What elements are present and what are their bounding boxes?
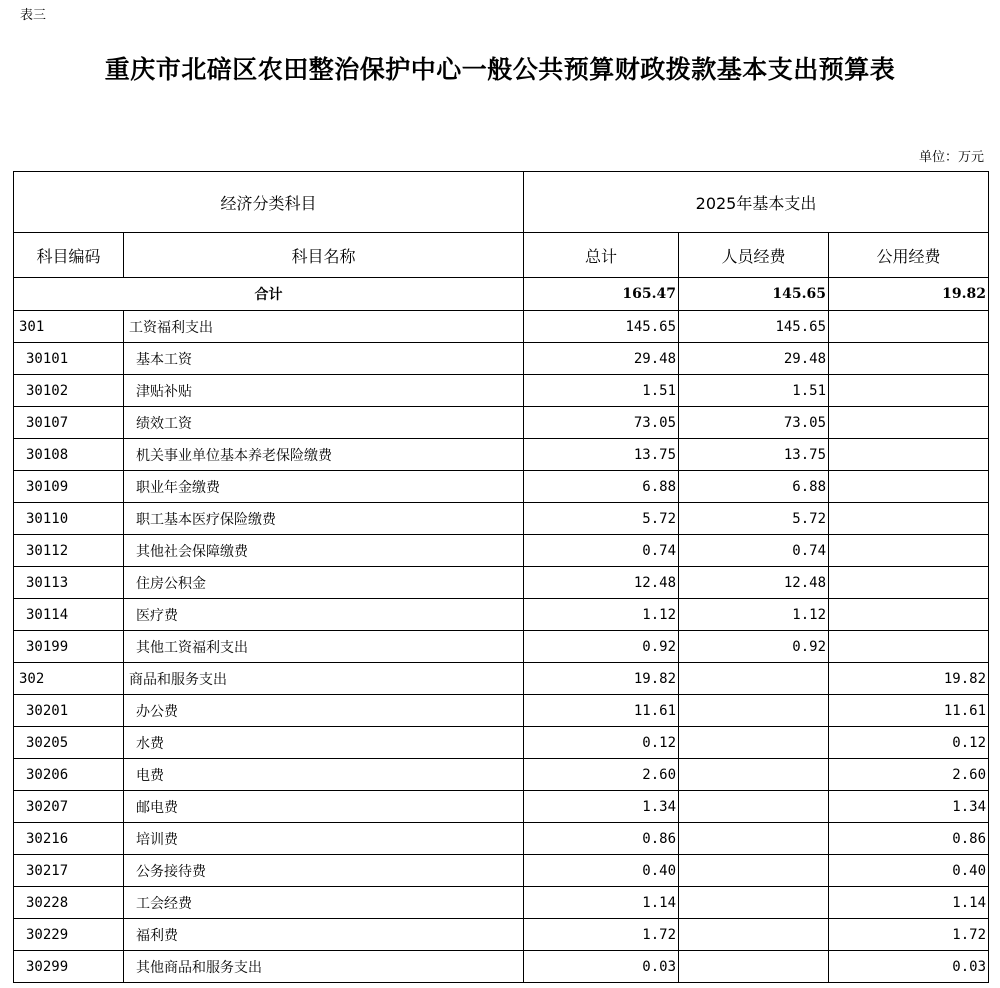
table-row: [14, 663, 989, 695]
row-code: 30217: [14, 855, 124, 887]
table-row: [14, 727, 989, 759]
row-name: 其他商品和服务支出: [124, 951, 524, 983]
row-public: 11.61: [829, 695, 989, 727]
row-name: 其他工资福利支出: [124, 631, 524, 663]
row-code: 30216: [14, 823, 124, 855]
row-name: 医疗费: [124, 599, 524, 631]
table-row: [14, 695, 989, 727]
row-total: 0.12: [524, 727, 679, 759]
row-name: 工资福利支出: [124, 311, 524, 343]
column-header-name: 科目名称: [124, 233, 524, 278]
row-code: 30199: [14, 631, 124, 663]
table-row: [14, 471, 989, 503]
row-code: 30114: [14, 599, 124, 631]
group-header-economic-category: 经济分类科目: [14, 172, 524, 233]
column-header-row: [14, 233, 989, 278]
row-personnel: [679, 855, 829, 887]
page-title: 重庆市北碚区农田整治保护中心一般公共预算财政拨款基本支出预算表: [104, 55, 896, 84]
row-total: 1.34: [524, 791, 679, 823]
row-public: 1.14: [829, 887, 989, 919]
row-code: 30109: [14, 471, 124, 503]
row-total: 1.51: [524, 375, 679, 407]
table-row: [14, 567, 989, 599]
row-public: [829, 471, 989, 503]
row-name: 其他社会保障缴费: [124, 535, 524, 567]
group-header-basic-expenditure: 2025年基本支出: [524, 172, 989, 233]
row-public: [829, 631, 989, 663]
row-public: [829, 343, 989, 375]
column-header-personnel: 人员经费: [679, 233, 829, 278]
row-total: 73.05: [524, 407, 679, 439]
table-row: [14, 759, 989, 791]
row-code: 30112: [14, 535, 124, 567]
row-code: 30101: [14, 343, 124, 375]
row-code: 301: [14, 311, 124, 343]
row-code: 30110: [14, 503, 124, 535]
row-total: 0.40: [524, 855, 679, 887]
row-code: 30205: [14, 727, 124, 759]
budget-table: [13, 171, 989, 983]
row-total: 145.65: [524, 311, 679, 343]
table-row: [14, 503, 989, 535]
row-public: [829, 439, 989, 471]
row-total: 12.48: [524, 567, 679, 599]
row-total: 11.61: [524, 695, 679, 727]
row-personnel: 1.12: [679, 599, 829, 631]
table-row: [14, 887, 989, 919]
row-name: 职工基本医疗保险缴费: [124, 503, 524, 535]
row-code: 30206: [14, 759, 124, 791]
table-row: [14, 311, 989, 343]
row-name: 津贴补贴: [124, 375, 524, 407]
row-personnel: 0.92: [679, 631, 829, 663]
row-personnel: [679, 791, 829, 823]
total-total: 165.47: [524, 278, 679, 311]
row-total: 1.12: [524, 599, 679, 631]
row-code: 30207: [14, 791, 124, 823]
table-row: [14, 951, 989, 983]
table-body: [14, 278, 989, 983]
row-public: [829, 567, 989, 599]
row-personnel: [679, 951, 829, 983]
row-code: 30108: [14, 439, 124, 471]
row-personnel: 29.48: [679, 343, 829, 375]
row-public: 0.03: [829, 951, 989, 983]
row-total: 2.60: [524, 759, 679, 791]
column-header-total: 总计: [524, 233, 679, 278]
row-name: 培训费: [124, 823, 524, 855]
table-row: [14, 599, 989, 631]
row-total: 0.92: [524, 631, 679, 663]
row-personnel: [679, 919, 829, 951]
row-code: 30229: [14, 919, 124, 951]
row-total: 29.48: [524, 343, 679, 375]
table-row: [14, 919, 989, 951]
row-personnel: [679, 663, 829, 695]
row-personnel: [679, 727, 829, 759]
row-name: 商品和服务支出: [124, 663, 524, 695]
row-name: 住房公积金: [124, 567, 524, 599]
row-name: 基本工资: [124, 343, 524, 375]
row-personnel: 73.05: [679, 407, 829, 439]
column-header-public: 公用经费: [829, 233, 989, 278]
row-personnel: 12.48: [679, 567, 829, 599]
row-personnel: 13.75: [679, 439, 829, 471]
row-code: 30102: [14, 375, 124, 407]
total-public: 19.82: [829, 278, 989, 311]
row-name: 水费: [124, 727, 524, 759]
unit-label: 单位：万元: [918, 150, 984, 165]
total-label: 合计: [14, 278, 524, 311]
row-code: 30299: [14, 951, 124, 983]
row-personnel: 0.74: [679, 535, 829, 567]
table-row: [14, 855, 989, 887]
row-personnel: [679, 759, 829, 791]
row-public: 0.86: [829, 823, 989, 855]
group-header-row: [14, 172, 989, 233]
row-total: 0.03: [524, 951, 679, 983]
row-public: [829, 503, 989, 535]
row-name: 公务接待费: [124, 855, 524, 887]
row-public: [829, 311, 989, 343]
row-code: 30201: [14, 695, 124, 727]
table-row: [14, 535, 989, 567]
total-personnel: 145.65: [679, 278, 829, 311]
row-personnel: 6.88: [679, 471, 829, 503]
row-name: 职业年金缴费: [124, 471, 524, 503]
row-total: 1.72: [524, 919, 679, 951]
row-public: [829, 407, 989, 439]
row-public: 0.40: [829, 855, 989, 887]
row-personnel: 145.65: [679, 311, 829, 343]
row-total: 19.82: [524, 663, 679, 695]
row-code: 302: [14, 663, 124, 695]
row-name: 工会经费: [124, 887, 524, 919]
row-public: 1.34: [829, 791, 989, 823]
row-public: 0.12: [829, 727, 989, 759]
row-code: 30107: [14, 407, 124, 439]
table-label: 表三: [20, 8, 47, 23]
table-row: [14, 343, 989, 375]
row-name: 电费: [124, 759, 524, 791]
row-public: 19.82: [829, 663, 989, 695]
row-total: 0.86: [524, 823, 679, 855]
row-code: 30113: [14, 567, 124, 599]
table-row: [14, 631, 989, 663]
row-name: 办公费: [124, 695, 524, 727]
table-row: [14, 791, 989, 823]
row-personnel: 1.51: [679, 375, 829, 407]
table-row: [14, 375, 989, 407]
row-code: 30228: [14, 887, 124, 919]
row-name: 邮电费: [124, 791, 524, 823]
row-personnel: 5.72: [679, 503, 829, 535]
row-public: 1.72: [829, 919, 989, 951]
table-row: [14, 439, 989, 471]
row-public: 2.60: [829, 759, 989, 791]
row-personnel: [679, 887, 829, 919]
row-total: 0.74: [524, 535, 679, 567]
table-row: [14, 823, 989, 855]
row-name: 福利费: [124, 919, 524, 951]
table-row: [14, 407, 989, 439]
row-public: [829, 599, 989, 631]
row-name: 机关事业单位基本养老保险缴费: [124, 439, 524, 471]
row-total: 5.72: [524, 503, 679, 535]
row-total: 13.75: [524, 439, 679, 471]
row-personnel: [679, 823, 829, 855]
row-personnel: [679, 695, 829, 727]
column-header-code: 科目编码: [14, 233, 124, 278]
total-row: [14, 278, 989, 311]
row-public: [829, 535, 989, 567]
row-total: 6.88: [524, 471, 679, 503]
row-total: 1.14: [524, 887, 679, 919]
row-public: [829, 375, 989, 407]
row-name: 绩效工资: [124, 407, 524, 439]
